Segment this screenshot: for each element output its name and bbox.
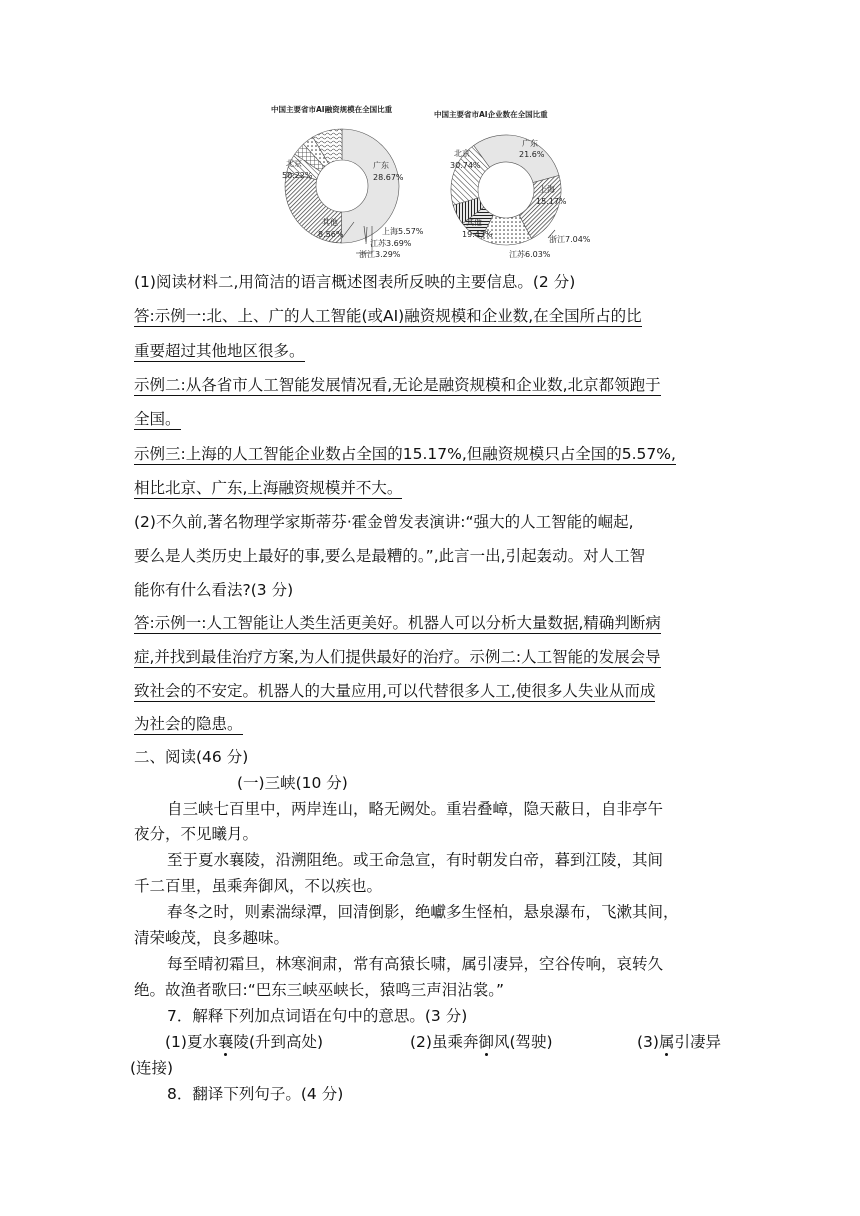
passage-p2-line-2: 千二百里，虽乘奔御风，不以疾也。 <box>134 877 383 895</box>
answer-2-line-3: 致社会的不安定。机器人的大量应用,可以代替很多人工,使很多人失业从而成 <box>134 682 656 700</box>
chart2-label-guangdong-name: 广东 <box>522 139 538 148</box>
chart1-label-zhejiang: 浙江3.29% <box>359 250 401 259</box>
chart2-label-shanghai-name: 上海 <box>539 185 555 194</box>
chart2-label-beijing-name: 北京 <box>454 149 470 158</box>
passage-p1-line-2: 夜分，不见曦月。 <box>134 825 259 843</box>
chart1-label-other-name: 其他 <box>322 218 338 227</box>
answer-1-line-4: 全国。 <box>134 410 181 428</box>
q7-item-3-answer: (连接) <box>130 1059 174 1077</box>
passage-p4-line-1: 每至晴初霜旦，林寒涧肃，常有高猿长啸，属引凄异，空谷传响，哀转久 <box>167 955 664 973</box>
answer-1-line-3: 示例二:从各省市人工智能发展情况看,无论是融资规模和企业数,北京都领跑于 <box>134 376 661 394</box>
passage-p3-line-1: 春冬之时，则素湍绿潭，回清倒影，绝巘多生怪柏，悬泉瀑布，飞漱其间， <box>167 903 679 921</box>
chart1-donut <box>285 129 399 243</box>
donut2-slice-0 <box>474 135 559 183</box>
passage-p3-line-2: 清荣峻茂，良多趣味。 <box>134 929 290 947</box>
q7-item-2: (2)虽乘奔御风(驾驶) <box>410 1033 553 1051</box>
question-7: 7．解释下列加点词语在句中的意思。(3 分) <box>167 1007 468 1025</box>
answer-1-line-2: 重要超过其他地区很多。 <box>134 342 305 360</box>
chart2-label-other: 19.43% <box>462 230 493 239</box>
answer-1-line-6: 相比北京、广东,上海融资规模并不大。 <box>134 479 403 497</box>
answer-2-line-4: 为社会的隐患。 <box>134 715 243 733</box>
question-1: (1)阅读材料二,用简洁的语言概述图表所反映的主要信息。(2 分) <box>134 273 576 291</box>
chart1-label-guangdong: 28.67% <box>373 173 404 182</box>
chart2-label-zhejiang: 浙江7.04% <box>549 235 591 244</box>
chart2-label-shanghai: 15.17% <box>536 197 567 206</box>
section-heading: 二、阅读(46 分) <box>134 748 249 766</box>
passage-title: (一)三峡(10 分) <box>237 774 348 792</box>
chart1-label-beijing-name: 北京 <box>286 159 302 168</box>
question-2-line-2: 要么是人类历史上最好的事,要么是最糟的。”,此言一出,引起轰动。对人工智 <box>134 547 646 565</box>
answer-2-line-1: 答:示例一:人工智能让人类生活更美好。机器人可以分析大量数据,精确判断病 <box>134 614 661 632</box>
question-2-line-3: 能你有什么看法?(3 分) <box>134 581 294 599</box>
chart2-label-jiangsu: 江苏6.03% <box>509 250 551 259</box>
chart1-label-beijing: 50.22% <box>282 171 313 180</box>
chart1-label-jiangsu: 江苏3.69% <box>370 239 412 248</box>
question-2-line-1: (2)不久前,著名物理学家斯蒂芬·霍金曾发表演讲:“强大的人工智能的崛起, <box>134 513 634 531</box>
chart1-label-shanghai: 上海5.57% <box>382 227 424 236</box>
charts-area <box>266 100 596 270</box>
donut-charts <box>266 100 596 270</box>
donut1-slice-0 <box>341 129 399 243</box>
chart2-label-guangdong: 21.6% <box>519 150 545 159</box>
answer-1-line-1: 答:示例一:北、上、广的人工智能(或AI)融资规模和企业数,在全国所占的比 <box>134 307 642 325</box>
question-8: 8．翻译下列句子。(4 分) <box>167 1085 344 1103</box>
passage-p4-line-2: 绝。故渔者歌曰:“巴东三峡巫峡长，猿鸣三声泪沾裳。” <box>134 981 505 999</box>
chart1-label-guangdong-name: 广东 <box>373 161 389 170</box>
q7-item-1: (1)夏水襄陵(升到高处) <box>165 1033 324 1051</box>
answer-2-line-2: 症,并找到最佳治疗方案,为人们提供最好的治疗。示例二:人工智能的发展会导 <box>134 648 661 666</box>
passage-p1-line-1: 自三峡七百里中，两岸连山，略无阙处。重岩叠嶂，隐天蔽日，自非亭午 <box>167 800 664 818</box>
chart2-label-beijing: 30.74% <box>450 161 481 170</box>
passage-p2-line-1: 至于夏水襄陵，沿溯阻绝。或王命急宣，有时朝发白帝，暮到江陵，其间 <box>167 851 664 869</box>
chart2-title: 中国主要省市AI企业数在全国比重 <box>434 110 548 119</box>
chart1-label-other: 8.56% <box>318 230 344 239</box>
chart1-title: 中国主要省市AI融资规模在全国比重 <box>271 105 393 114</box>
chart2-label-other-name: 其他 <box>466 218 482 227</box>
answer-1-line-5: 示例三:上海的人工智能企业数占全国的15.17%,但融资规模只占全国的5.57%, <box>134 445 676 463</box>
q7-item-3: (3)属引凄异 <box>637 1033 721 1051</box>
